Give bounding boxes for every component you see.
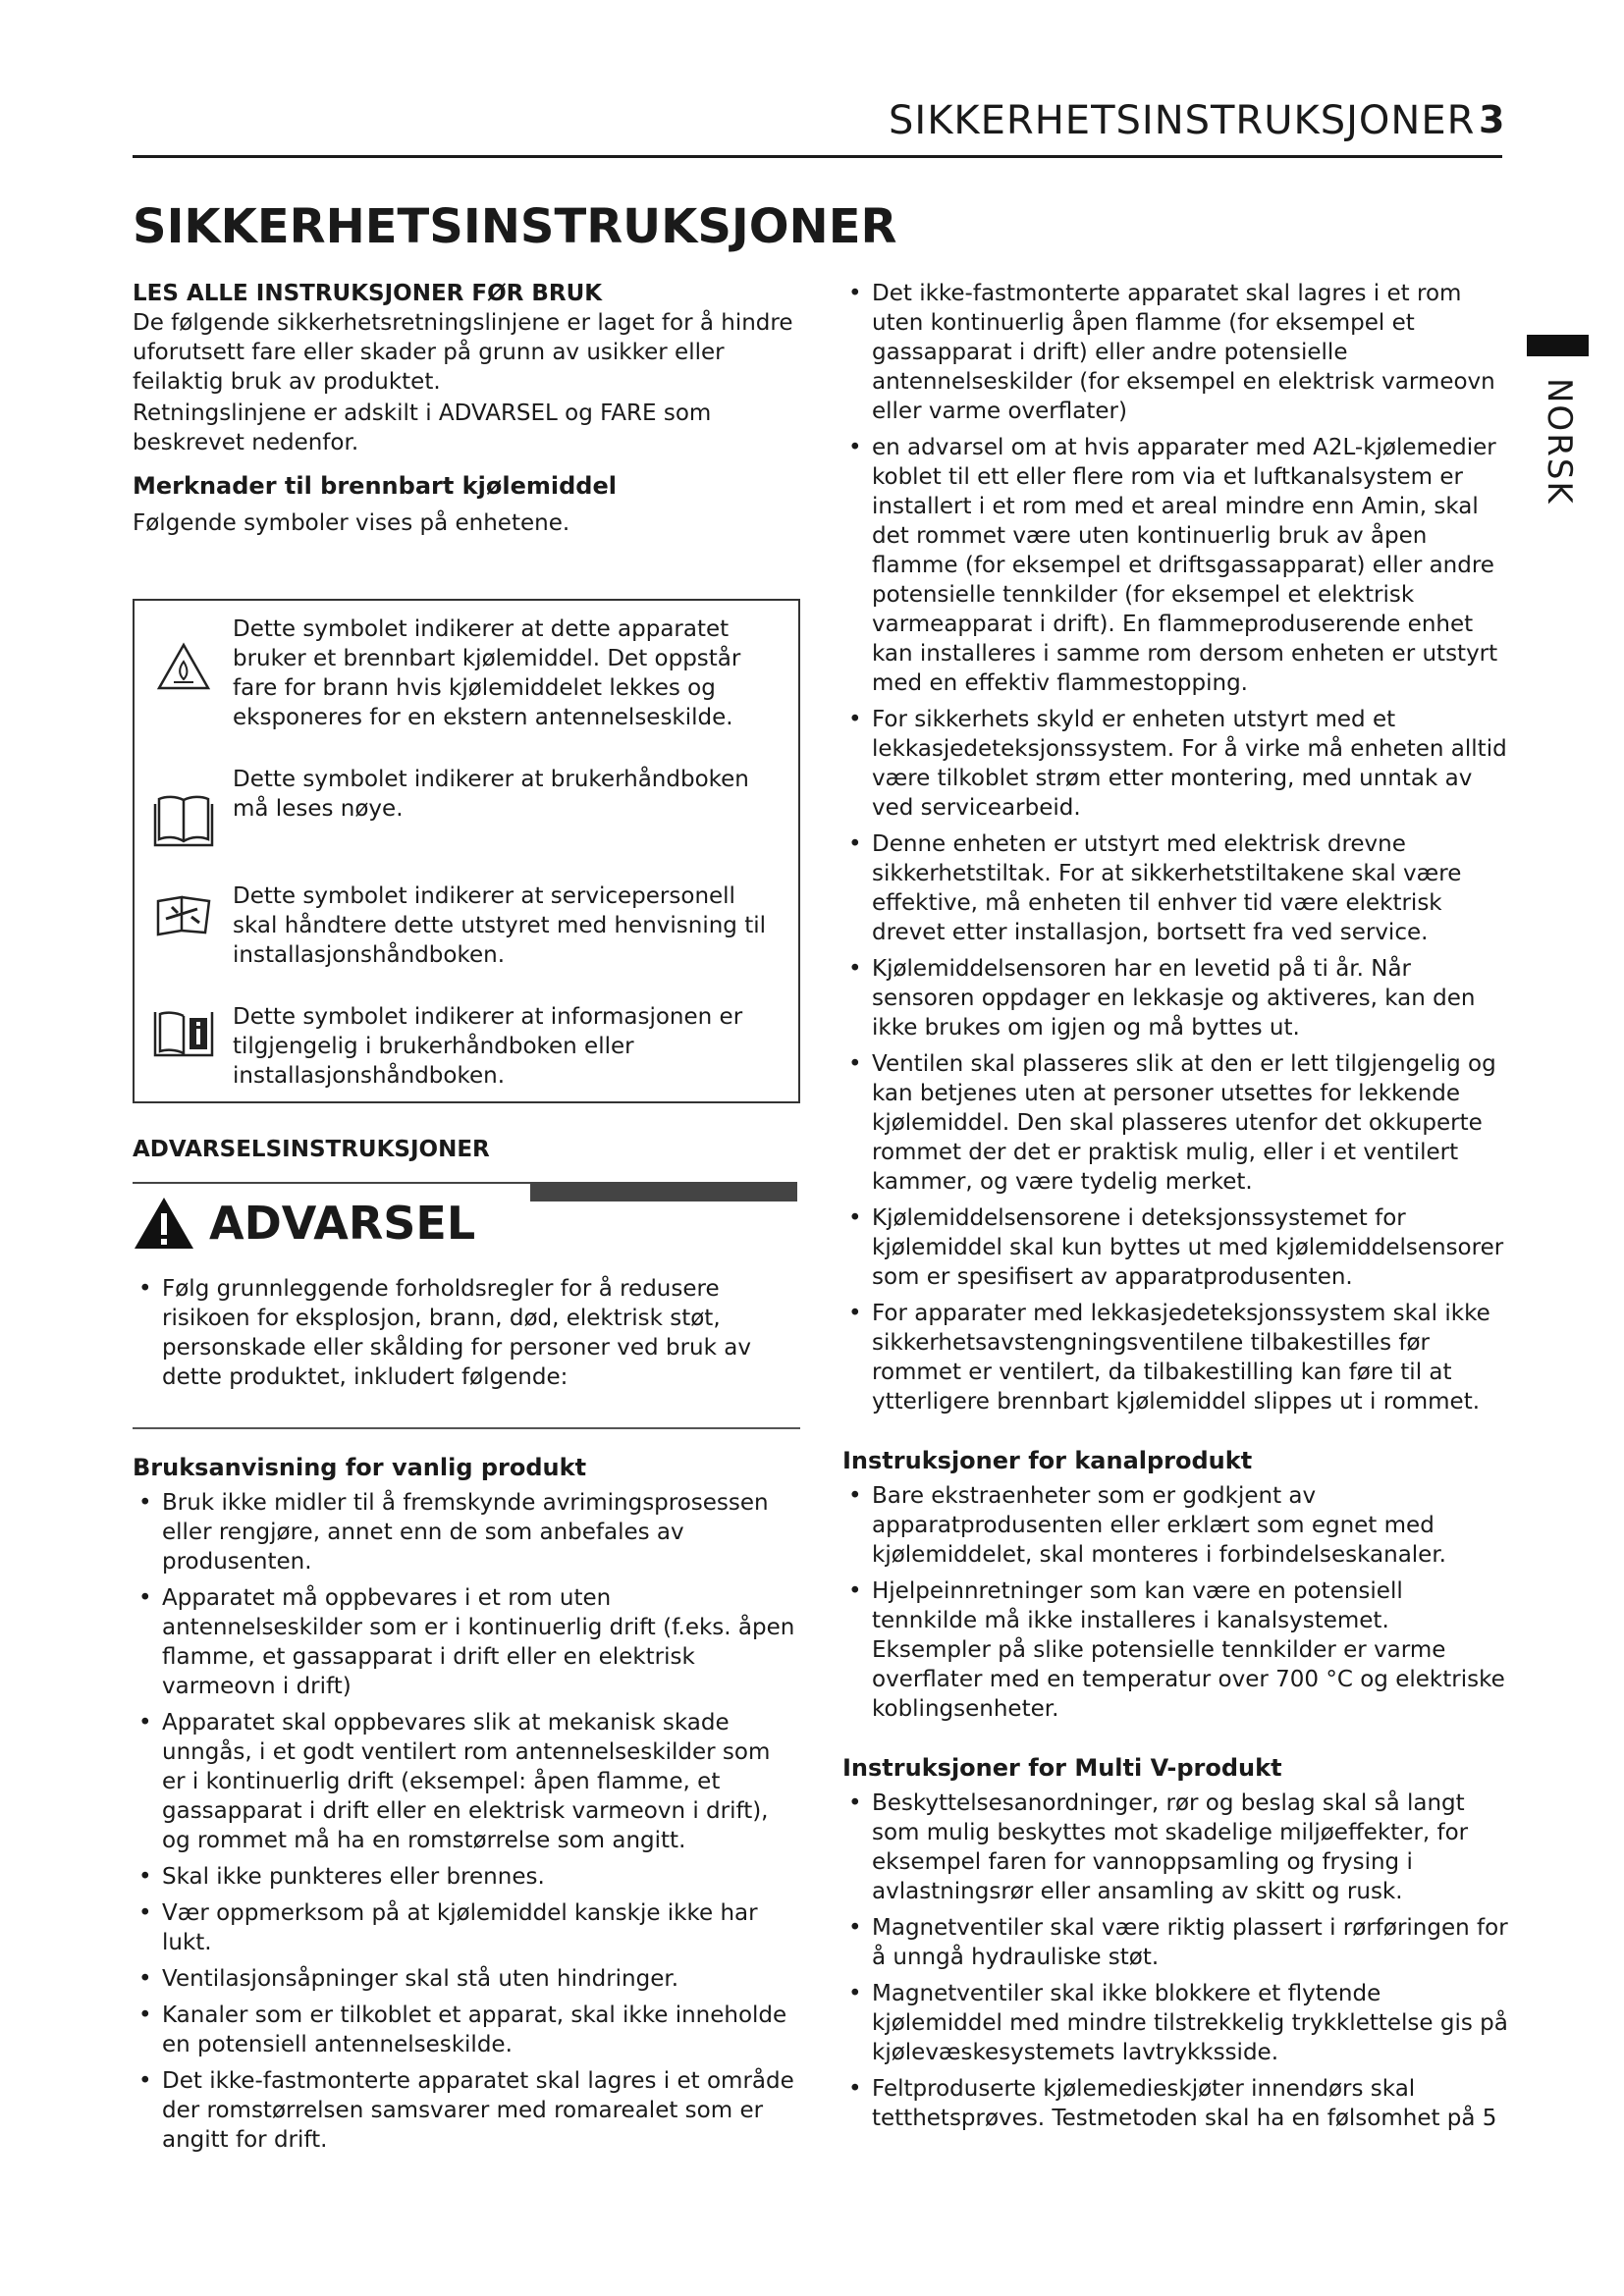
normal-product-heading: Bruksanvisning for vanlig produkt [133,1454,587,1481]
symbol-row [135,765,783,849]
multiv-product-heading: Instruksjoner for Multi V-produkt [842,1754,1282,1782]
right-column [842,279,1510,2140]
warning-bar [530,1182,797,1201]
list-item: • en advarsel om at hvis apparater med A2L-kjølemedier koblet til ett eller flere rom via et luftkanalsystem er installert i et rom med et areal mindre enn Amin, skal det rommet være uten kontinuerlig bruk av åpen flamme (for eksempel et driftsgassapparat) eller andre potensielle tennkilder (for eksempel et elektrisk varmeapparat i drift). En flammeproduserende enhet kan installeres i samme rom dersom enheten er utstyrt med en effektiv flammestopping. [842,433,1510,698]
language-tab: NORSK [1540,378,1579,506]
list-item: • Ventilasjonsåpninger skal stå uten hindringer. [133,1964,800,1994]
list-item: • Magnetventiler skal ikke blokkere et flytende kjølemiddel med mindre tilstrekkelig trykklettelse gis på kjølevæskesystemets lavtrykksside. [842,1979,1510,2067]
list-item: • Magnetventiler skal være riktig plassert i rørføringen for å unngå hydrauliske støt. [842,1913,1510,1972]
symbol-text: Dette symbolet indikerer at dette apparatet bruker et brennbart kjølemiddel. Det oppstår fare for brann hvis kjølemiddelet lekkes og eksponeres for en ekstern antennelseskilde. [233,616,741,730]
symbol-text: Dette symbolet indikerer at brukerhåndboken må leses nøye. [233,767,749,822]
list-item: • Kjølemiddelsensoren har en levetid på ti år. Når sensoren oppdager en lekkasje og aktiveres, kan den ikke brukes om igjen og må byttes ut. [842,954,1510,1042]
list-item: • Bruk ikke midler til å fremskynde avrimingsprosessen eller rengjøre, annet enn de som anbefales av produsenten. [133,1488,800,1576]
duct-product-list [842,1481,1510,1724]
multiv-product-list [842,1789,1510,2133]
list-item: • Apparatet skal oppbevares slik at mekanisk skade unngås, i et godt ventilert rom antennelseskilder som er i kontinuerlig drift (eksempel: åpen flamme, et gassapparat i drift eller en elektrisk varmeovn i drift), og rommet må ha en romstørrelse som angitt. [133,1708,800,1855]
symbol-row [135,881,783,970]
warning-badge [133,1196,475,1251]
side-tab-marker [1527,335,1589,356]
symbol-row [135,614,783,732]
warning-line [133,1182,530,1184]
header-divider [133,155,1502,158]
list-item: • For sikkerhets skyld er enheten utstyrt med et lekkasjedeteksjonssystem. For å virke må enheten alltid være tilkoblet strøm etter montering, med unntak av ved servicearbeid. [842,705,1510,823]
intro-paragraph-1: De følgende sikkerhetsretningslinjene er laget for å hindre uforutsett fare eller skader på grunn av usikker eller feilaktig bruk av produktet. [133,310,793,395]
service-manual-icon [135,881,233,938]
warning-banner [133,1182,800,1253]
flammable-heading: Merknader til brennbart kjølemiddel [133,472,617,500]
flammable-text: Følgende symboler vises på enhetene. [133,510,570,536]
list-item: • Denne enheten er utstyrt med elektrisk drevne sikkerhetstiltak. For at sikkerhetstiltakene skal være effektive, må enheten til enhver tid være elektrisk drevet etter installasjon, bortsett fra ved service. [842,829,1510,947]
info-book-icon [135,1002,233,1059]
page-title: SIKKERHETSINSTRUKSJONER [133,199,897,254]
page-number: 3 [1479,98,1505,141]
normal-product-list [133,1488,800,2155]
section-divider [133,1427,800,1429]
symbol-text: Dette symbolet indikerer at servicepersonell skal håndtere dette utstyret med henvisning til installasjonshåndboken. [233,883,767,968]
warning-list [133,1274,800,1392]
open-book-icon [135,765,233,849]
warning-section-heading: ADVARSELSINSTRUKSJONER [133,1137,490,1162]
left-column [133,279,800,2162]
intro-lead: LES ALLE INSTRUKSJONER FØR BRUK [133,281,603,306]
intro-paragraph-2: Retningslinjene er adskilt i ADVARSEL og FARE som beskrevet nedenfor. [133,400,712,455]
duct-product-heading: Instruksjoner for kanalprodukt [842,1447,1253,1474]
list-item: • Det ikke-fastmonterte apparatet skal lagres i et rom uten kontinuerlig åpen flamme (for eksempel et gassapparat i drift) eller andre potensielle antennelseskilder (for eksempel en elektrisk varmeovn eller varme overflater) [842,279,1510,426]
flame-warning-icon [135,614,233,691]
warning-label: ADVARSEL [209,1197,476,1250]
list-item: • Kanaler som er tilkoblet et apparat, skal ikke inneholde en potensiell antennelseskilde. [133,2001,800,2059]
list-item: • Beskyttelsesanordninger, rør og beslag skal så langt som mulig beskyttes mot skadelige miljøeffekter, for eksempel faren for vannoppsamling og frysing i avlastningsrør eller ansamling av skitt og rusk. [842,1789,1510,1906]
symbol-row [135,1002,783,1091]
list-item: • Det ikke-fastmonterte apparatet skal lagres i et område der romstørrelsen samsvarer med romarealet som er angitt for drift. [133,2066,800,2155]
header-title: SIKKERHETSINSTRUKSJONER [889,98,1476,143]
list-item: • Følg grunnleggende forholdsregler for å redusere risikoen for eksplosjon, brann, død, elektrisk støt, personskade eller skålding for personer ved bruk av dette produktet, inkludert følgende: [133,1274,800,1392]
symbol-box [133,599,800,1103]
warning-triangle-icon [133,1196,195,1251]
list-item: • Ventilen skal plasseres slik at den er lett tilgjengelig og kan betjenes uten at personer utsettes for lekkende kjølemiddel. Den skal plasseres utenfor det okkuperte rommet der det er praktisk mulig, eller i et ventilert kammer, og være tydelig merket. [842,1049,1510,1197]
list-item: • For apparater med lekkasjedeteksjonssystem skal ikke sikkerhetsavstengningsventilene tilbakestilles før rommet er ventilert, da tilbakestilling kan føre til at ytterligere brennbart kjølemiddel slippes ut i rommet. [842,1299,1510,1416]
list-item: • Bare ekstraenheter som er godkjent av apparatprodusenten eller erklært som egnet med kjølemiddelet, skal monteres i forbindelseskanaler. [842,1481,1510,1570]
list-item: • Hjelpeinnretninger som kan være en potensiell tennkilde må ikke installeres i kanalsystemet. Eksempler på slike potensielle tennkilder er varme overflater med en temperatur over 700 °C og elektriske koblingsenheter. [842,1576,1510,1724]
list-item: • Apparatet må oppbevares i et rom uten antennelseskilder som er i kontinuerlig drift (f.eks. åpen flamme, et gassapparat i drift eller en elektrisk varmeovn i drift) [133,1583,800,1701]
list-item: • Skal ikke punkteres eller brennes. [133,1862,800,1892]
list-item: • Feltproduserte kjølemedieskjøter innendørs skal tetthetsprøves. Testmetoden skal ha en følsomhet på 5 [842,2074,1510,2133]
refrigerant-list [842,279,1510,1416]
list-item: • Vær oppmerksom på at kjølemiddel kanskje ikke har lukt. [133,1898,800,1957]
symbol-text: Dette symbolet indikerer at informasjonen er tilgjengelig i brukerhåndboken eller installasjonshåndboken. [233,1004,743,1089]
list-item: • Kjølemiddelsensorene i deteksjonssystemet for kjølemiddel skal kun byttes ut med kjølemiddelsensorer som er spesifisert av apparatprodusenten. [842,1203,1510,1292]
